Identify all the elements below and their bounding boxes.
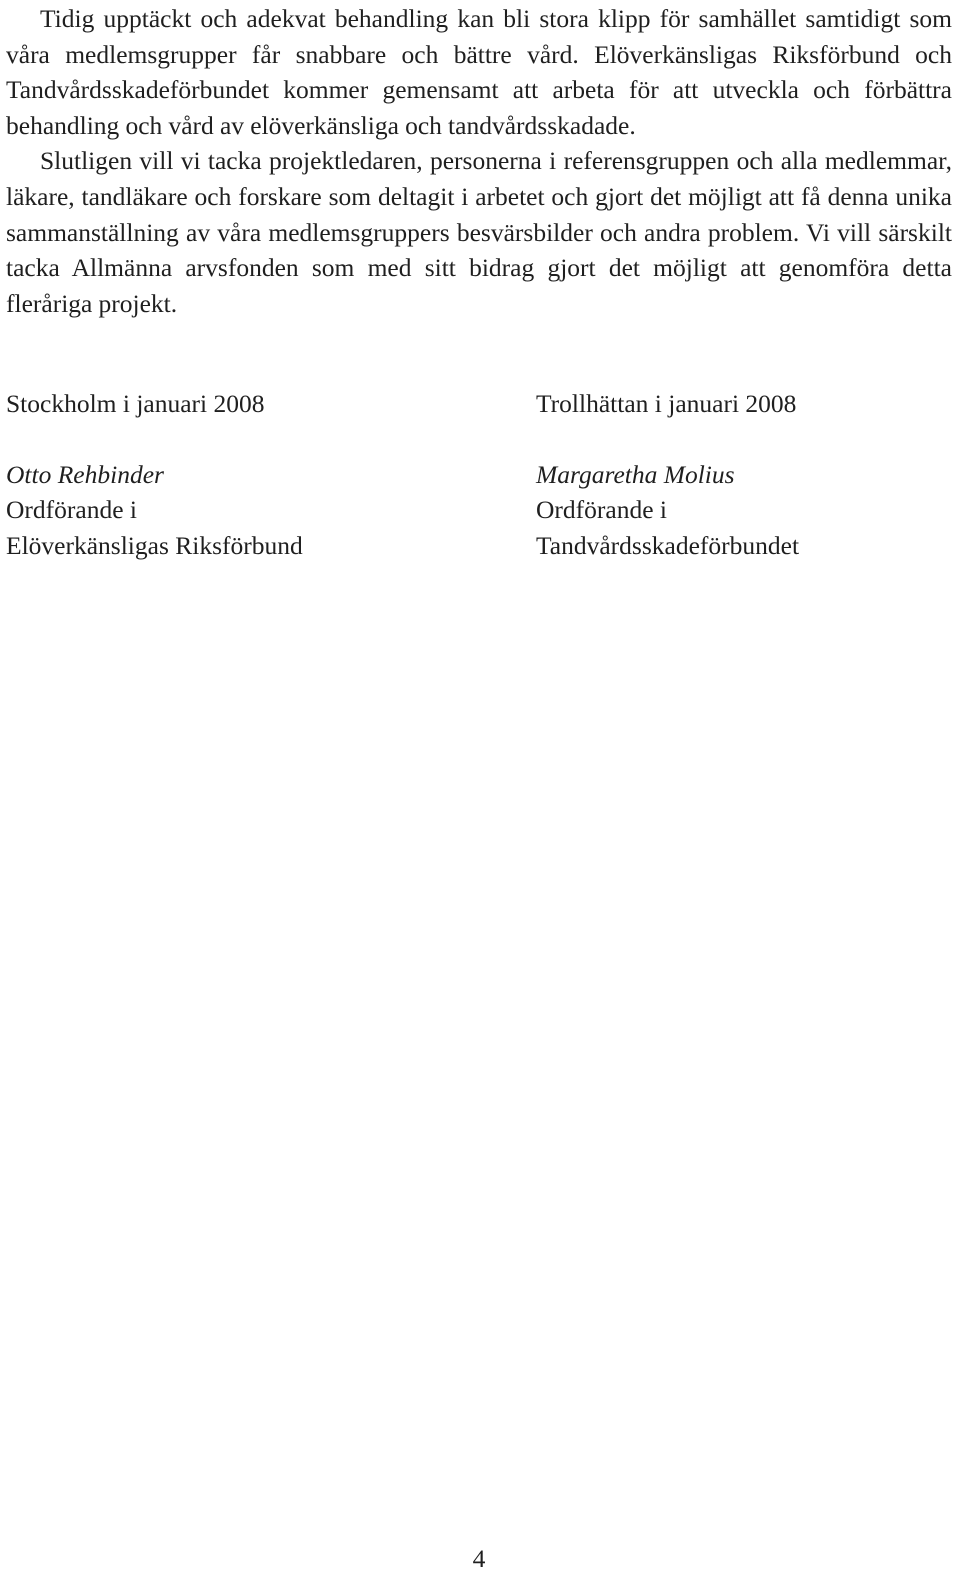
paragraph-2: Slutligen vill vi tacka projektledaren, personerna i referensgruppen och alla medlemmar, läkare, tandläkare och forskare som deltagit i arbetet och gjort det möjligt att få denna unika sammanställning av våra medlemsgruppers besvärsbilder och andra problem. Vi vill särskilt tacka Allmänna arvsfonden som med sitt bidrag gjort det möjligt att genomföra detta fleråriga projekt.	[6, 146, 952, 318]
signature-spacer	[536, 422, 799, 457]
signature-left-name: Otto Rehbinder	[6, 459, 164, 489]
body-text	[6, 0, 952, 321]
paragraph-1: Tidig upptäckt och adekvat behandling kan bli stora klipp för samhället samtidigt som våra medlemsgrupper får snabbare och bättre vård. Elöverkänsligas Riksförbund och Tandvårdsskadeförbundet kommer gemensamt att arbeta för att utveckla och förbättra behandling och vård av elöverkänsliga och tandvårdsskadade.	[6, 4, 952, 140]
page-number: 4	[472, 1544, 486, 1573]
signature-left-role: Ordförande i	[6, 495, 137, 525]
document-page	[6, 0, 952, 1591]
signature-right-name: Margaretha Molius	[536, 459, 735, 489]
signature-left	[6, 386, 303, 563]
signature-right-place-date: Trollhättan i januari 2008	[536, 389, 797, 418]
signature-right-organization: Tandvårdsskadeförbundet	[536, 530, 800, 560]
signature-right-role: Ordförande i	[536, 495, 667, 525]
signature-left-organization: Elöverkänsligas Riksförbund	[6, 530, 303, 560]
signature-left-place-date: Stockholm i januari 2008	[6, 389, 265, 418]
signature-spacer	[6, 422, 303, 457]
signature-right	[536, 386, 799, 563]
